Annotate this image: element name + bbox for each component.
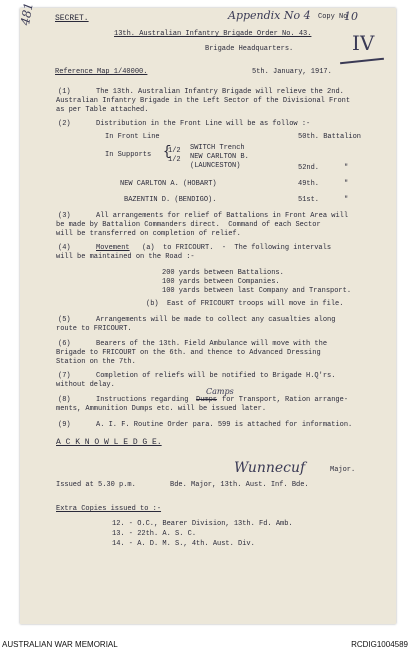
para1-number: (1)	[58, 88, 71, 96]
support-unit: 52nd.	[298, 164, 320, 172]
interval-1: 200 yards between Battalions.	[162, 269, 284, 277]
order-date: 5th. January, 1917.	[252, 68, 332, 76]
major-label: Major.	[330, 466, 356, 474]
para1-line2: Australian Infantry Brigade in the Left Sector of the Divisional Front	[56, 97, 351, 105]
copy-number: 10	[344, 10, 358, 23]
support-line3: (LAUNCESTON)	[190, 162, 241, 170]
signature: Wunnecuf	[234, 460, 306, 476]
para2-intro: Distribution in the Front Line will be as follow :-	[96, 120, 311, 128]
order-title: 13th. Australian Infantry Brigade Order No. 43.	[114, 30, 312, 38]
para8-line1-a: Instructions regarding	[96, 396, 189, 404]
appendix-label: Appendix No 4	[228, 9, 311, 22]
carlton-a-line: NEW CARLTON A. (HOBART)	[120, 180, 217, 188]
para6-number: (6)	[58, 340, 71, 348]
para3-line3: will be transferred on completion of relief.	[56, 230, 241, 238]
front-line-unit: 50th. Battalion	[298, 133, 362, 141]
bazentin-line: BAZENTIN D. (BENDIGO).	[124, 196, 217, 204]
extra-copies-heading: Extra Copies issued to :-	[56, 505, 162, 513]
support-line2: NEW CARLTON B.	[190, 153, 249, 161]
para9-number: (9)	[58, 421, 71, 429]
para9-line1: A. I. F. Routine Order para. 599 is attached for information.	[96, 421, 353, 429]
para5-line1: Arrangements will be made to collect any casualties along	[96, 316, 336, 324]
acknowledge: A C K N O W L E D G E.	[56, 438, 162, 447]
para5-line2: route to FRICOURT.	[56, 325, 132, 333]
para8-line1-b: for Transport, Ration arrange-	[222, 396, 349, 404]
bazentin-ditto: "	[344, 196, 349, 204]
para4-line1: (a) to FRICOURT. - The following intervals	[142, 244, 332, 252]
supports-label: In Supports	[105, 151, 152, 159]
footer-source: AUSTRALIAN WAR MEMORIAL	[2, 640, 118, 649]
para4-b: (b) East of FRICOURT troops will move in file.	[146, 300, 344, 308]
para1-line1: The 13th. Australian Infantry Brigade will relieve the 2nd.	[96, 88, 344, 96]
footer-id: RCDIG1004589	[351, 640, 408, 649]
reference-map: Reference Map 1/40000.	[55, 68, 148, 76]
extra-copy-item: 14. - A. D. M. S., 4th. Aust. Div.	[112, 540, 255, 548]
supports-half-2: 1/2	[168, 156, 181, 164]
para7-line1: Completion of reliefs will be notified to Brigade H.Q'rs.	[96, 372, 336, 380]
camps-annotation: Camps	[206, 387, 234, 396]
bazentin-unit: 51st.	[298, 196, 320, 204]
front-line-label: In Front Line	[105, 133, 160, 141]
carlton-a-ditto: "	[344, 180, 349, 188]
para8-line2: ments, Ammunition Dumps etc. will be issued later.	[56, 405, 267, 413]
interval-3: 100 yards between last Company and Transport.	[162, 287, 352, 295]
dumps-struck: Dumps	[196, 396, 218, 404]
supports-half-1: 1/2	[168, 147, 181, 155]
movement-label: Movement	[96, 244, 130, 252]
secret-label: SECRET.	[55, 14, 89, 23]
para1-line3: as per Table attached.	[56, 106, 149, 114]
bde-major-line: Bde. Major, 13th. Aust. Inf. Bde.	[170, 481, 309, 489]
para8-number: (8)	[58, 396, 71, 404]
para6-line2: Brigade to FRICOURT on the 6th. and thence to Advanced Dressing	[56, 349, 321, 357]
para6-line1: Bearers of the 13th. Field Ambulance will move with the	[96, 340, 328, 348]
para4-number: (4)	[58, 244, 71, 252]
issued-time: Issued at 5.30 p.m.	[56, 481, 136, 489]
roman-numeral: IV	[352, 31, 375, 55]
extra-copy-item: 12. - O.C., Bearer Division, 13th. Fd. Amb.	[112, 520, 293, 528]
carlton-a-unit: 49th.	[298, 180, 320, 188]
extra-copy-item: 13. - 22th. A. S. C.	[112, 530, 197, 538]
para4-line2: will be maintained on the Road :-	[56, 253, 195, 261]
margin-number: 481	[18, 1, 36, 27]
para3-line2: be made by Battalion Commanders direct. Command of each Sector	[56, 221, 321, 229]
interval-2: 100 yards between Companies.	[162, 278, 280, 286]
support-ditto: "	[344, 164, 349, 172]
support-line1: SWITCH Trench	[190, 144, 245, 152]
para3-line1: All arrangements for relief of Battalions in Front Area will	[96, 212, 349, 220]
para7-number: (7)	[58, 372, 71, 380]
para3-number: (3)	[58, 212, 71, 220]
para6-line3: Station on the 7th.	[56, 358, 136, 366]
brigade-hq: Brigade Headquarters.	[205, 45, 294, 53]
para2-number: (2)	[58, 120, 71, 128]
copy-label: Copy No	[318, 13, 348, 21]
para5-number: (5)	[58, 316, 71, 324]
para7-line2: without delay.	[56, 381, 115, 389]
supports-brace: {	[163, 144, 172, 160]
